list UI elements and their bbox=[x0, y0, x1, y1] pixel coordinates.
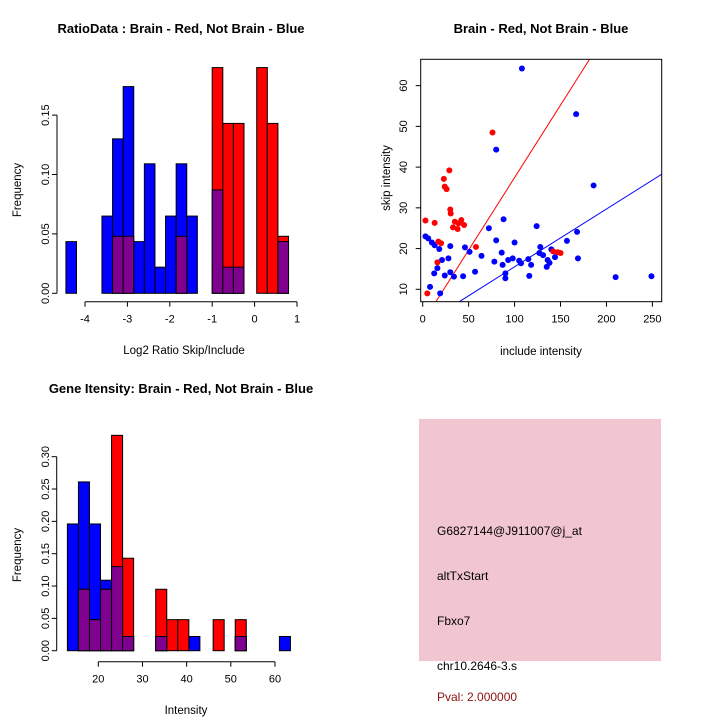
chromosome-location-text: chr10.2646-3.s bbox=[437, 659, 518, 673]
svg-text:50: 50 bbox=[398, 120, 410, 133]
svg-text:100: 100 bbox=[505, 313, 524, 326]
panel-intensity-scatter bbox=[360, 0, 720, 360]
svg-text:60: 60 bbox=[268, 673, 282, 686]
svg-text:0.20: 0.20 bbox=[40, 510, 52, 533]
scatter-title: Brain - Red, Not Brain - Blue bbox=[453, 21, 629, 36]
svg-text:150: 150 bbox=[551, 313, 570, 326]
svg-text:0.15: 0.15 bbox=[40, 542, 52, 565]
panel-gene-intensity-histogram bbox=[0, 360, 360, 720]
svg-text:0: 0 bbox=[251, 313, 258, 326]
pval-text: Pval: 2.000000 bbox=[437, 690, 518, 704]
svg-text:-2: -2 bbox=[164, 313, 175, 326]
svg-text:-4: -4 bbox=[80, 313, 90, 326]
scatter-xlabel: include intensity bbox=[500, 346, 582, 358]
svg-text:40: 40 bbox=[398, 160, 410, 174]
gene-intensity-xlabel: Intensity bbox=[164, 705, 208, 717]
gene-intensity-chart bbox=[0, 360, 360, 720]
probe-info-box bbox=[419, 419, 661, 704]
gene-name-text: Fbxo7 bbox=[437, 614, 471, 628]
ratio-histogram-ylabel: Frequency bbox=[12, 162, 24, 218]
ratio-histogram-title: RatioData : Brain - Red, Not Brain - Blue bbox=[57, 21, 305, 36]
svg-text:60: 60 bbox=[398, 79, 410, 92]
svg-text:0: 0 bbox=[419, 313, 426, 326]
svg-text:20: 20 bbox=[92, 673, 105, 686]
svg-text:0.00: 0.00 bbox=[40, 282, 52, 305]
svg-text:200: 200 bbox=[597, 313, 616, 326]
svg-text:30: 30 bbox=[136, 673, 149, 686]
svg-text:10: 10 bbox=[398, 283, 410, 296]
svg-text:0.30: 0.30 bbox=[40, 445, 52, 468]
ratio-histogram-xlabel: Log2 Ratio Skip/Include bbox=[123, 345, 245, 357]
intensity-scatter-plot bbox=[398, 59, 662, 326]
ratio-histogram-chart bbox=[0, 0, 360, 360]
svg-text:-1: -1 bbox=[207, 313, 218, 326]
ratio-histogram-plot bbox=[40, 68, 300, 326]
svg-text:20: 20 bbox=[398, 242, 410, 255]
intensity-scatter-chart bbox=[360, 0, 720, 360]
gene-intensity-ylabel: Frequency bbox=[12, 527, 24, 583]
svg-text:0.00: 0.00 bbox=[40, 639, 52, 662]
svg-text:0.10: 0.10 bbox=[40, 163, 52, 186]
svg-text:250: 250 bbox=[643, 313, 662, 326]
gene-intensity-title: Gene Itensity: Brain - Red, Not Brain - Blue bbox=[48, 381, 314, 396]
svg-text:0.05: 0.05 bbox=[40, 223, 52, 245]
scatter-ylabel: skip intensity bbox=[381, 145, 393, 211]
svg-text:0.05: 0.05 bbox=[40, 607, 52, 630]
gene-intensity-plot bbox=[40, 435, 290, 685]
splice-event-text: altTxStart bbox=[437, 569, 489, 583]
svg-text:0.10: 0.10 bbox=[40, 575, 52, 597]
svg-text:40: 40 bbox=[180, 673, 193, 686]
svg-text:50: 50 bbox=[462, 313, 475, 326]
svg-text:50: 50 bbox=[224, 673, 237, 686]
svg-text:30: 30 bbox=[398, 201, 410, 214]
svg-text:0.25: 0.25 bbox=[40, 478, 52, 500]
panel-ratio-histogram bbox=[0, 0, 360, 360]
panel-probe-info bbox=[360, 360, 720, 720]
svg-text:0.15: 0.15 bbox=[40, 104, 52, 126]
probe-id-text: G6827144@J911007@j_at bbox=[437, 524, 582, 538]
svg-text:1: 1 bbox=[293, 313, 301, 326]
svg-text:-3: -3 bbox=[122, 313, 133, 326]
